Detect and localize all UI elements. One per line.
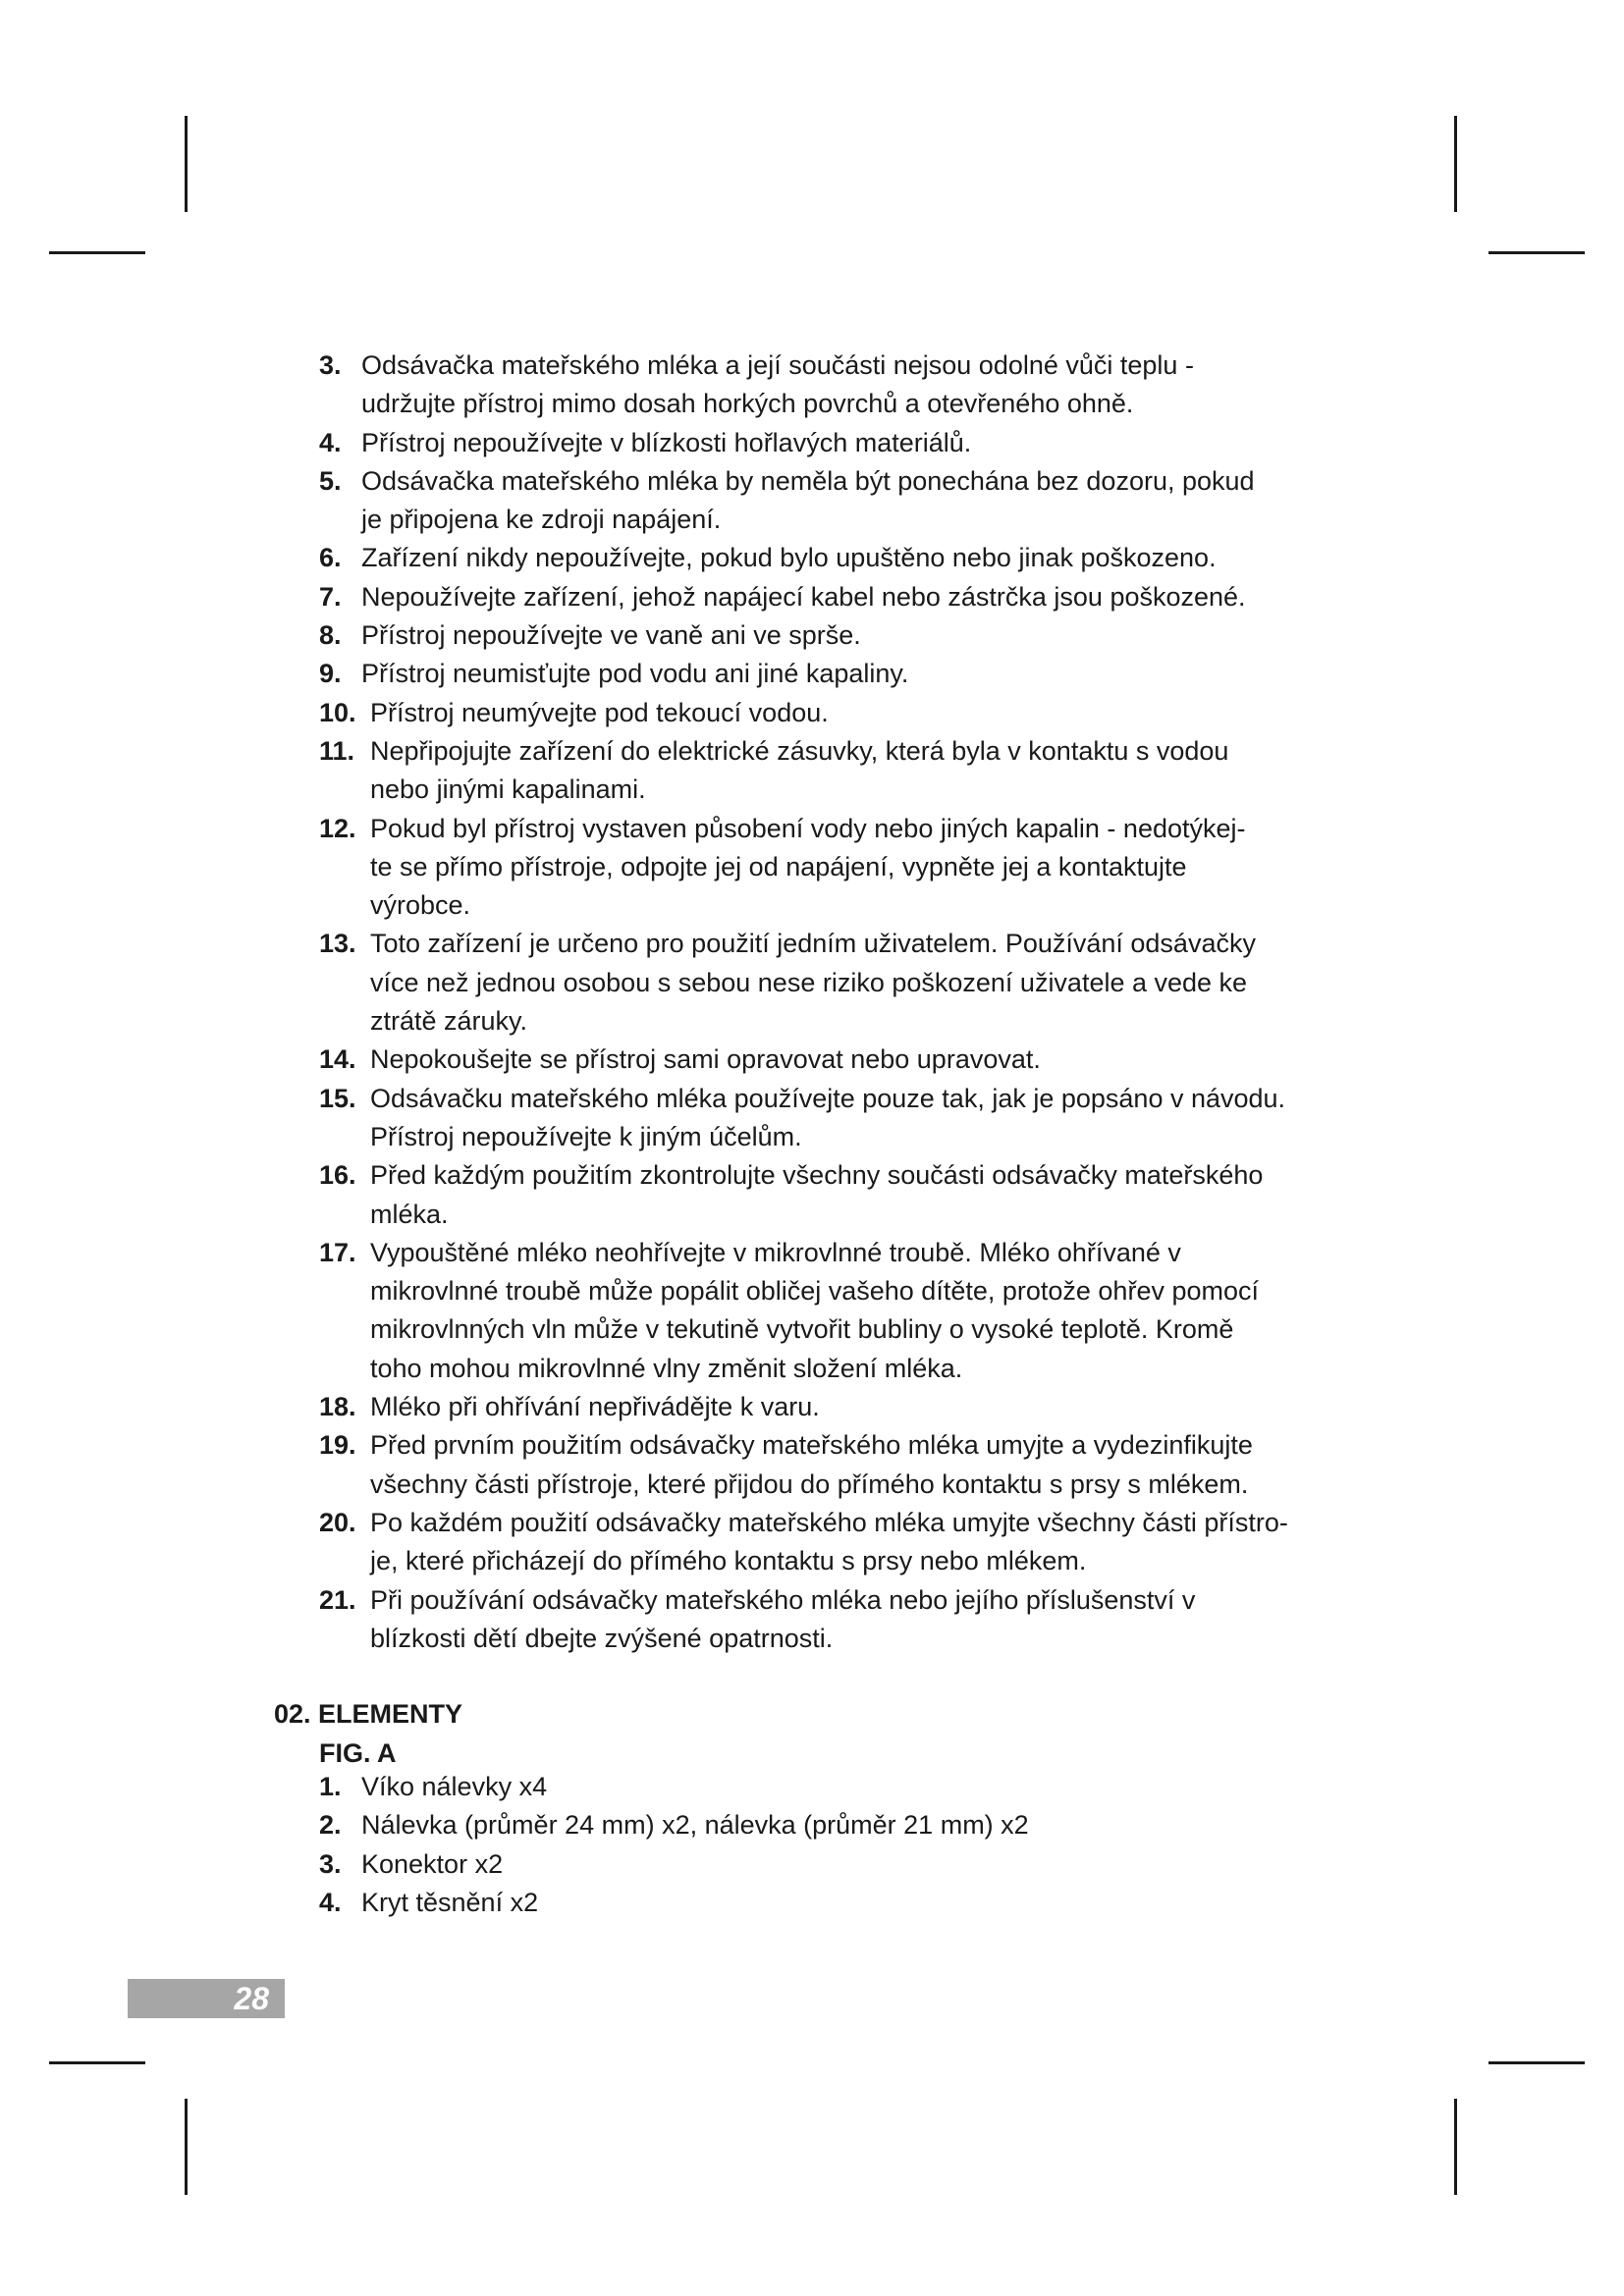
elements-list — [319, 1768, 1301, 1922]
safety-instructions-list — [319, 347, 1380, 1658]
instruction-text-line: mikrovlnné troubě může popálit obličej vašeho dítěte, protože ohřev pomocí — [370, 1276, 1260, 1307]
instruction-text-line: Přístroj neumisťujte pod vodu ani jiné kapaliny. — [361, 659, 909, 689]
instruction-text-line: udržujte přístroj mimo dosah horkých povrchů a otevřeného ohně. — [361, 389, 1134, 419]
element-text: Nálevka (průměr 24 mm) x2, nálevka (průměr 21 mm) x2 — [361, 1810, 1029, 1841]
instruction-item — [319, 539, 1380, 577]
instruction-text-line: všechny části přístroje, které přijdou do přímého kontaktu s prsy s mlékem. — [370, 1468, 1249, 1499]
crop-mark-bottom-right-vertical — [1454, 2099, 1457, 2195]
element-number: 1. — [319, 1772, 342, 1801]
instruction-text-line: Mléko při ohřívání nepřivádějte k varu. — [370, 1392, 820, 1422]
instruction-text-line: více než jednou osobou s sebou nese riziko poškození uživatele a vede ke — [370, 967, 1248, 997]
instruction-item — [319, 578, 1380, 616]
instruction-number: 9. — [319, 659, 342, 689]
instruction-text-line: Vypouštěné mléko neohřívejte v mikrovlnné troubě. Mléko ohřívané v — [370, 1237, 1181, 1267]
instruction-text-line: Při používání odsávačky mateřského mléka nebo jejího příslušenství v — [370, 1584, 1196, 1615]
instruction-number: 16. — [319, 1160, 356, 1191]
instruction-item — [319, 1581, 1380, 1659]
instruction-number: 4. — [319, 427, 342, 457]
instruction-number: 20. — [319, 1507, 356, 1537]
element-number: 2. — [319, 1810, 342, 1841]
instruction-number: 11. — [319, 735, 355, 766]
instruction-number: 10. — [319, 697, 356, 727]
instruction-item — [319, 810, 1380, 926]
instruction-number: 19. — [319, 1430, 356, 1461]
instruction-item — [319, 1080, 1380, 1157]
instruction-item — [319, 1388, 1380, 1426]
instruction-number: 17. — [319, 1237, 356, 1267]
element-text: Víko nálevky x4 — [361, 1772, 548, 1801]
instruction-text-line: Po každém použití odsávačky mateřského mléka umyjte všechny části přístro- — [370, 1507, 1288, 1537]
element-text: Kryt těsnění x2 — [361, 1887, 539, 1917]
instruction-text-line: Pokud byl přístroj vystaven působení vody nebo jiných kapalin - nedotýkej- — [370, 813, 1246, 843]
instruction-number: 6. — [319, 543, 342, 573]
crop-mark-bottom-left-vertical — [185, 2099, 188, 2195]
crop-mark-top-right-vertical — [1454, 116, 1457, 212]
instruction-text-line: toho mohou mikrovlnné vlny změnit složení mléka. — [370, 1353, 963, 1383]
instruction-number: 8. — [319, 620, 342, 651]
instruction-number: 12. — [319, 813, 356, 843]
instruction-item — [319, 694, 1380, 732]
instruction-text-line: výrobce. — [370, 890, 471, 921]
element-number: 4. — [319, 1887, 342, 1917]
crop-mark-bottom-left-horizontal — [49, 2061, 145, 2064]
instruction-text-line: Přístroj neumývejte pod tekoucí vodou. — [370, 697, 829, 727]
instruction-item — [319, 925, 1380, 1041]
instruction-text-line: Zařízení nikdy nepoužívejte, pokud bylo upuštěno nebo jinak poškozeno. — [361, 543, 1217, 573]
instruction-number: 15. — [319, 1083, 356, 1113]
instruction-number: 13. — [319, 929, 356, 959]
instruction-text-line: te se přímo přístroje, odpojte jej od napájení, vypněte jej a kontaktujte — [370, 851, 1187, 881]
instruction-text-line: Odsávačka mateřského mléka a její součásti nejsou odolné vůči teplu - — [361, 350, 1194, 380]
element-item — [319, 1845, 1301, 1884]
instruction-item — [319, 347, 1380, 424]
crop-mark-top-right-horizontal — [1489, 251, 1585, 254]
element-text: Konektor x2 — [361, 1848, 504, 1879]
instruction-item — [319, 1041, 1380, 1079]
crop-mark-top-left-vertical — [185, 116, 188, 212]
instruction-item — [319, 616, 1380, 655]
instruction-text-line: Nepokoušejte se přístroj sami opravovat nebo upravovat. — [370, 1044, 1041, 1075]
instruction-text-line: Přístroj nepoužívejte ve vaně ani ve sprše. — [361, 620, 861, 651]
element-number: 3. — [319, 1848, 342, 1879]
instruction-text-line: mikrovlnných vln může v tekutině vytvořit bubliny o vysoké teplotě. Kromě — [370, 1314, 1234, 1345]
instruction-item — [319, 462, 1380, 540]
page-number-box — [128, 1979, 285, 2018]
element-item — [319, 1806, 1301, 1844]
crop-mark-bottom-right-horizontal — [1489, 2061, 1585, 2064]
instruction-text-line: Před každým použitím zkontrolujte všechny součásti odsávačky mateřského — [370, 1160, 1264, 1191]
instruction-text-line: Před prvním použitím odsávačky mateřského mléka umyjte a vydezinfikujte — [370, 1430, 1253, 1461]
instruction-text-line: je připojena ke zdroji napájení. — [361, 505, 722, 535]
instruction-item — [319, 1234, 1380, 1388]
instruction-text-line: Přístroj nepoužívejte v blízkosti hořlavých materiálů. — [361, 427, 972, 457]
instruction-text-line: Nepřipojujte zařízení do elektrické zásuvky, která byla v kontaktu s vodou — [370, 735, 1229, 766]
crop-mark-top-left-horizontal — [49, 251, 145, 254]
instruction-text-line: blízkosti dětí dbejte zvýšené opatrnosti. — [370, 1623, 834, 1653]
instruction-number: 14. — [319, 1044, 356, 1075]
instruction-text-line: ztrátě záruky. — [370, 1006, 528, 1037]
instruction-item — [319, 732, 1380, 810]
instruction-number: 18. — [319, 1392, 356, 1422]
instruction-number: 3. — [319, 350, 342, 380]
instruction-item — [319, 424, 1380, 462]
element-item — [319, 1884, 1301, 1922]
instruction-item — [319, 1426, 1380, 1504]
instruction-number: 21. — [319, 1584, 356, 1615]
instruction-text-line: nebo jinými kapalinami. — [370, 774, 646, 805]
figure-label: FIG. A — [319, 1738, 397, 1768]
instruction-text-line: Toto zařízení je určeno pro použití jedním uživatelem. Používání odsávačky — [370, 929, 1256, 959]
instruction-text-line: je, které přicházejí do přímého kontaktu s prsy nebo mlékem. — [370, 1546, 1087, 1576]
instruction-number: 5. — [319, 465, 342, 496]
instruction-text-line: Odsávačku mateřského mléka používejte pouze tak, jak je popsáno v návodu. — [370, 1083, 1286, 1113]
instruction-text-line: mléka. — [370, 1199, 449, 1229]
instruction-item — [319, 1156, 1380, 1234]
instruction-item — [319, 655, 1380, 693]
section-title: 02. ELEMENTY — [274, 1699, 463, 1729]
page-number: 28 — [234, 1981, 269, 2016]
instruction-number: 7. — [319, 581, 342, 612]
instruction-item — [319, 1504, 1380, 1581]
instruction-text-line: Přístroj nepoužívejte k jiným účelům. — [370, 1121, 802, 1151]
element-item — [319, 1768, 1301, 1806]
instruction-text-line: Nepoužívejte zařízení, jehož napájecí kabel nebo zástrčka jsou poškozené. — [361, 581, 1246, 612]
instruction-text-line: Odsávačka mateřského mléka by neměla být ponechána bez dozoru, pokud — [361, 465, 1255, 496]
